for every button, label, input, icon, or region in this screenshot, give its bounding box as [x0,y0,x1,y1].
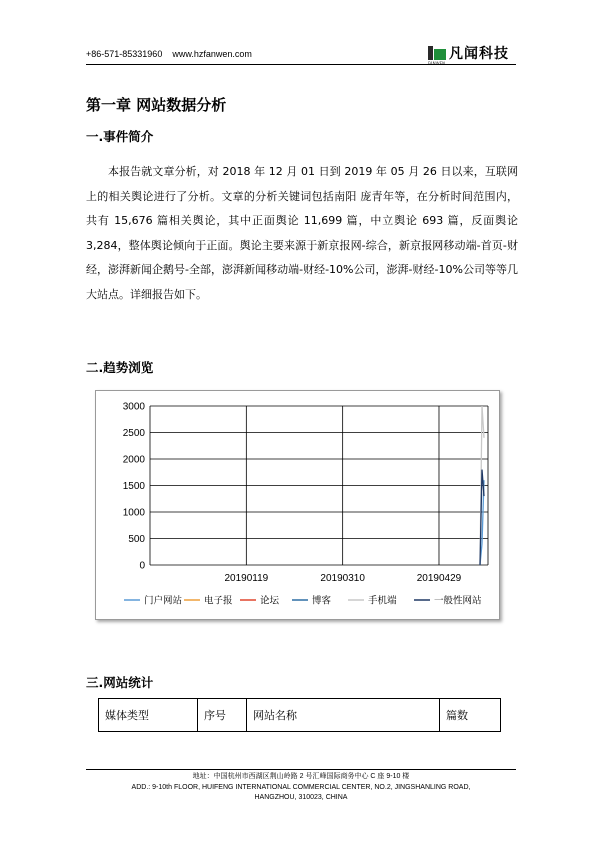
y-tick-label: 1000 [122,507,145,519]
website-link[interactable]: www.hzfanwen.com [172,49,252,59]
legend-label: 论坛 [260,595,280,607]
chart-series [480,406,484,565]
table-header-index: 序号 [198,699,247,731]
logo-text: 凡闻科技 [449,46,509,62]
legend-label: 博客 [312,595,332,607]
table-header-count: 篇数 [446,709,468,722]
y-tick-label: 0 [139,560,145,572]
legend-label: 一般性网站 [434,595,482,607]
y-tick-label: 500 [128,534,145,545]
x-tick-label: 20190310 [320,573,365,584]
footer-address-en-1: ADD.: 9-10th FLOOR, HUIFENG INTERNATIONAL COMMERCIAL CENTER, NO.2, JINGSHANLING ROAD, [131,783,471,791]
chapter-title: 第一章 网站数据分析 [86,96,227,114]
y-axis-ticks [123,402,146,572]
x-axis-ticks [224,573,461,584]
phone-number: +86-571-85331960 [86,49,163,59]
x-tick-label: 20190429 [416,573,462,584]
legend-label: 电子报 [204,595,233,607]
table-header-media-type: 媒体类型 [99,699,198,731]
y-tick-label: 2500 [122,428,145,439]
site-stats-table [98,698,501,732]
section-title-stats: 三.网站统计 [86,675,154,690]
x-tick-label: 20190119 [224,573,269,584]
chart-legend [124,595,482,607]
company-logo [428,43,509,66]
y-tick-label: 2000 [122,454,145,466]
footer-address-cn: 地址：中国杭州市西湖区荆山岭路 2 号汇峰国际商务中心 C 座 9-10 楼 [192,773,410,780]
header-contact [86,49,252,59]
section-title-trend: 二.趋势浏览 [86,360,154,375]
logo-mark-icon [428,46,446,66]
footer-address [86,772,516,804]
logo-subtext: FANWEN [428,61,446,66]
footer-divider [86,769,516,770]
legend-label: 门户网站 [144,595,183,607]
table-header-site-name: 网站名称 [247,699,440,731]
trend-chart-svg [96,391,499,619]
legend-label: 手机端 [368,595,397,607]
header-divider [86,64,516,65]
footer-address-en-2: HANGZHOU, 310023, CHINA [254,794,348,801]
intro-paragraph [86,160,518,308]
trend-chart [95,390,500,620]
intro-text: 本报告就文章分析，对 2018 年 12 月 01 日到 2019 年 05 月 26 日以来，互联网上的相关舆论进行了分析。文章的分析关键词包括南阳 庞青年等，在分析时间范围内，共有 15,676 篇相关舆论，其中正面舆论 11,699 篇，中立舆论 693 篇，反面舆论 3,284，整体舆论倾向于正面。舆论主要来源于新京报网-综合，新京报网移动端-首页-财经，澎湃新闻企鹅号-全部，澎湃新闻移动端-财经-10%公司，澎湃-财经-10%公司等等几大站点。详细报告如下。 [86,165,518,301]
section-title-intro: 一.事件简介 [86,129,154,144]
y-tick-label: 1500 [122,481,145,492]
chart-grid [150,406,488,565]
y-tick-label: 3000 [122,401,145,413]
